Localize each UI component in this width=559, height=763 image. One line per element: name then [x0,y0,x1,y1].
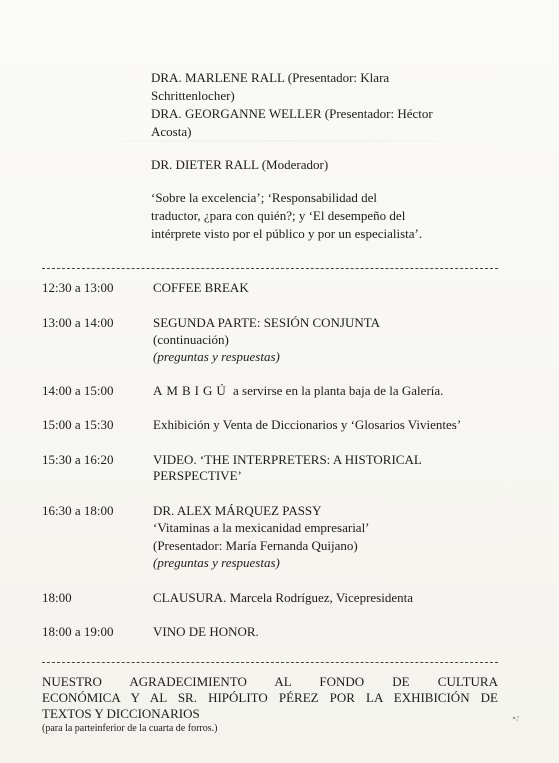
schedule-event: Exhibición y Venta de Diccionarios y ‘Glosarios Vivientes’ [153,417,462,432]
schedule-time: 15:30 a 16:20 [42,452,114,467]
dashed-divider [42,662,498,663]
dashed-divider [42,268,498,269]
schedule-event: VINO DE HONOR. [153,624,259,639]
schedule-event-detail: (preguntas y respuestas) [153,349,280,364]
paper-fold [0,140,559,142]
topic-line: intérprete visto por el público y por un especialista’. [151,226,423,241]
schedule-time: 18:00 [42,590,72,605]
ambigu-detail: a servirse en la planta baja de la Galería. [232,383,444,398]
schedule-event: DR. ALEX MÁRQUEZ PASSY [153,503,322,518]
ambigu-word: AMBIGÚ [153,383,230,398]
ink-speck-icon [511,714,521,722]
schedule-time: 14:00 a 15:00 [42,383,114,398]
schedule-time: 18:00 a 19:00 [42,624,114,639]
speaker-line: Schrittenlocher) [151,88,235,103]
topic-line: ‘Sobre la excelencia’; ‘Responsabilidad del [151,190,377,205]
schedule-event: CLAUSURA. Marcela Rodríguez, Vicepresidenta [153,590,413,605]
schedule-time: 15:00 a 15:30 [42,417,114,432]
schedule-time: 16:30 a 18:00 [42,503,114,518]
schedule-time: 13:00 a 14:00 [42,315,114,330]
schedule-event: SEGUNDA PARTE: SESIÓN CONJUNTA [153,315,381,330]
schedule-event-detail: (preguntas y respuestas) [153,555,280,570]
schedule-event: VIDEO. ‘THE INTERPRETERS: A HISTORICAL [153,452,422,467]
placement-note: (para la parteinferior de la cuarta de forros.) [42,723,218,734]
speaker-line: DRA. MARLENE RALL (Presentador: Klara [151,70,390,85]
acknowledgement-line: NUESTRO AGRADECIMIENTO AL FONDO DE CULTURA [42,674,498,689]
schedule-event [153,382,443,400]
schedule-event-detail: (continuación) [153,332,229,347]
topic-line: traductor, ¿para con quién?; y ‘El desempeño del [151,208,406,223]
speaker-line: Acosta) [151,124,192,139]
acknowledgement-line: TEXTOS Y DICCIONARIOS [42,706,200,721]
schedule-event-detail: ‘Vitaminas a la mexicanidad empresarial’ [153,520,370,535]
acknowledgement-line: ECONÓMICA Y AL SR. HIPÓLITO PÉREZ POR LA EXHIBICIÓN DE [42,690,498,705]
schedule-event: PERSPECTIVE’ [153,468,242,483]
speaker-line: DRA. GEORGANNE WELLER (Presentador: Héctor [151,106,433,121]
schedule-event: COFFEE BREAK [153,280,249,295]
schedule-time: 12:30 a 13:00 [42,280,114,295]
moderator-line: DR. DIETER RALL (Moderador) [151,157,329,172]
schedule-event-detail: (Presentador: María Fernanda Quijano) [153,538,358,553]
